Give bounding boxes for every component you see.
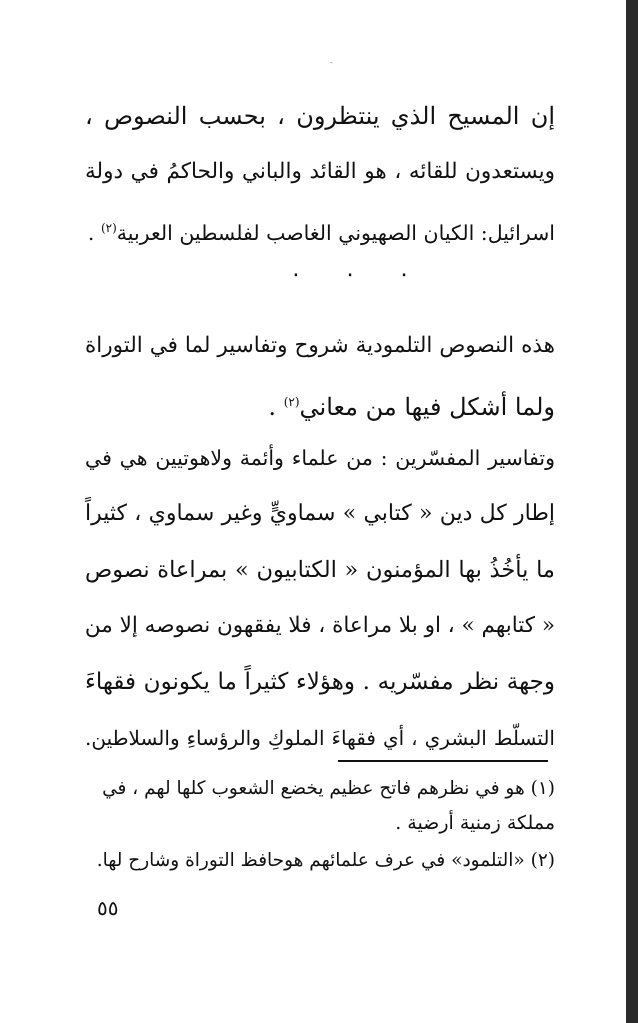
paragraph-1-line-3-text: اسرائيل: الكيان الصهيوني الغاصب لفلسطين العربية <box>116 220 555 245</box>
footnote-divider <box>338 760 548 762</box>
sentence-end: . <box>268 393 277 421</box>
paragraph-1-line-3 <box>85 200 555 261</box>
scan-speck: - <box>330 58 333 67</box>
paragraph-3-line-4: « كتابهم » ، او بلا مراعاة ، فلا يفقهون نصوصه إلا من <box>84 613 555 638</box>
footnote-reference: (٢) <box>100 221 117 235</box>
page-number: ٥٥ <box>97 896 119 920</box>
footnotes <box>95 772 555 878</box>
footnote-2-line-1: (٢) «التلمود» في عرف علمائهم هوحافظ التوراة وشارح لها. <box>96 850 555 871</box>
separator-dot: ٠ <box>398 262 410 287</box>
paragraph-1 <box>85 88 555 261</box>
separator-dot: ٠ <box>290 262 302 287</box>
footnote-reference: (٢) <box>283 395 300 409</box>
paragraph-2-line-1: هذه النصوص التلمودية شروح وتفاسير لما في التوراة <box>85 333 555 358</box>
paragraph-2 <box>85 318 555 435</box>
section-separator <box>290 262 410 287</box>
separator-dot: ٠ <box>344 262 356 287</box>
paragraph-3-line-2: إطار كل دين « كتابي » سماويٍّ وغير سماوي ، كثيراً <box>85 501 555 526</box>
sentence-end: . <box>87 220 95 245</box>
paragraph-1-line-1: إن المسيح الذي ينتظرون ، بحسب النصوص ، <box>85 102 555 130</box>
book-spine-edge <box>626 0 638 1023</box>
paragraph-2-line-2-text: ولما أشكل فيها من معاني <box>299 393 555 421</box>
paragraph-3-line-3: ما يأخُذُ بها المؤمنون « الكتابيون » بمراعاة نصوص <box>85 557 555 583</box>
footnote-1-line-1: (١) هو في نظرهم فاتح عظيم يخضع الشعوب كلها لهم ، في <box>102 778 555 799</box>
paragraph-3-line-1: وتفاسير المفسّرين : من علماء وأئمة ولاهوتيين هي في <box>85 446 555 470</box>
paragraph-3 <box>85 430 555 766</box>
paragraph-3-line-6: التسلّط البشري ، أي فقهاءَ الملوكِ والرؤساءِ والسلاطين. <box>85 726 555 750</box>
footnote-1-line-2: مملكة زمنية أرضية . <box>395 812 555 834</box>
paragraph-2-line-2 <box>85 374 555 435</box>
paragraph-1-line-2: ويستعدون للقائه ، هو القائد والباني والحاكمُ في دولة <box>85 159 555 184</box>
paragraph-3-line-5: وجهة نظر مفسّريه . وهؤلاء كثيراً ما يكونون فقهاءَ <box>85 669 555 695</box>
